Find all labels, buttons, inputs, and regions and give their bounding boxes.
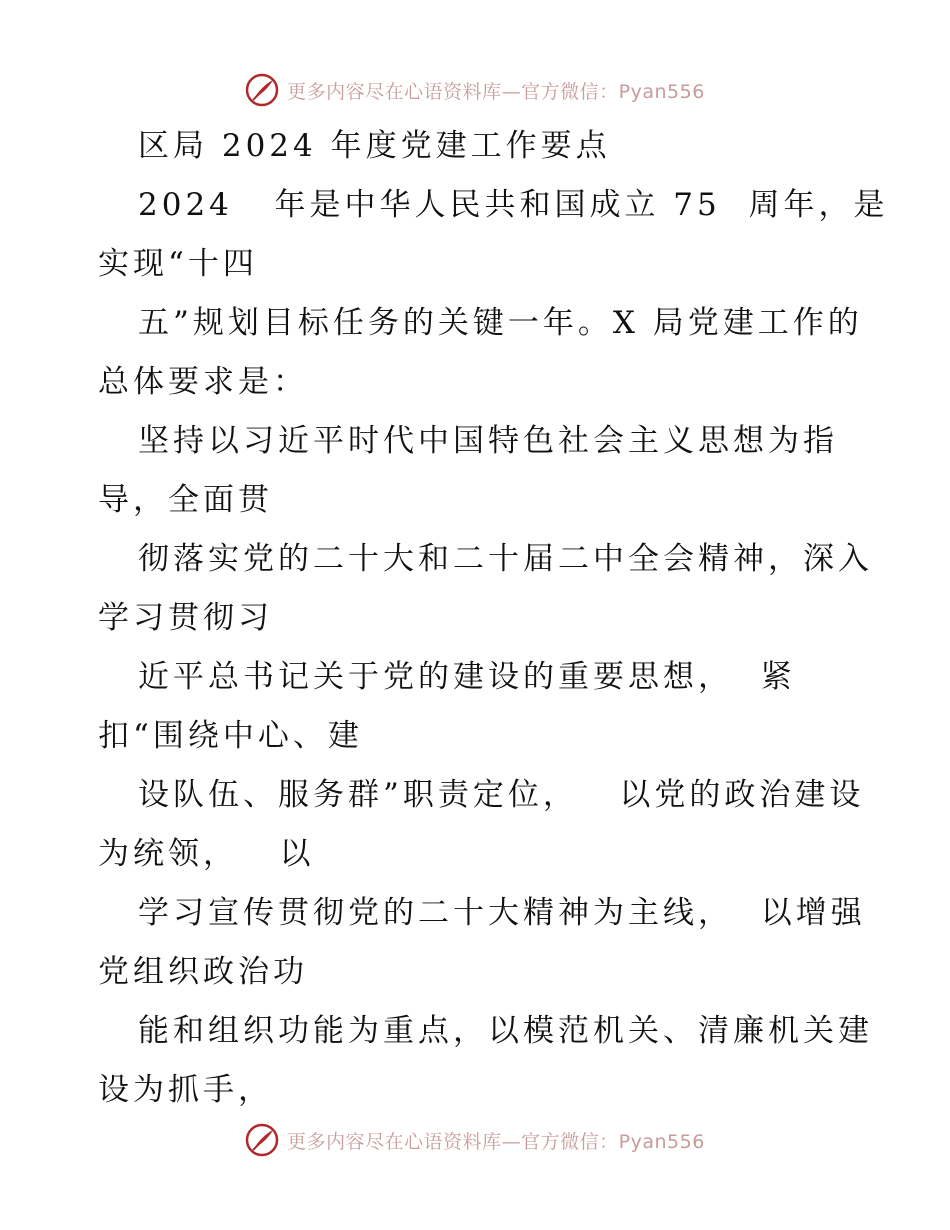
text-line: 近平总书记关于党的建设的重要思想， 紧 [138,659,796,695]
text-line: 坚持以习近平时代中国特色社会主义思想为指 [138,423,838,459]
watermark-text: 更多内容尽在心语资料库—官方微信：Pyan556 [287,80,705,103]
text-line: 党组织政治功 [98,954,308,990]
feather-logo-icon [245,73,279,107]
text-line: 设为抓手， [98,1072,273,1108]
text-line: 实现“十四 [98,246,258,282]
document-title: 区局 2024 年度党建工作要点 [138,128,611,164]
text-line: 2024 年是中华人民共和国成立 75 周年，是 [138,187,889,223]
text-line: 彻落实党的二十大和二十届二中全会精神，深入 [138,541,873,577]
footer-watermark [0,1120,950,1160]
text-line: 能和组织功能为重点，以模范机关、清廉机关建 [138,1013,873,1049]
text-line: 学习贯彻习 [98,600,273,636]
text-line: 为统领， 以 [98,836,315,872]
text-line: 总体要求是： [98,364,308,400]
text-line: 扣“围绕中心、建 [98,718,363,754]
header-watermark [0,70,950,110]
text-line: 设队伍、服务群”职责定位， 以党的政治建设 [138,777,865,813]
text-line: 导，全面贯 [98,482,273,518]
feather-logo-icon [245,1123,279,1157]
text-line: 学习宣传贯彻党的二十大精神为主线， 以增强 [138,895,866,931]
text-line: 五”规划目标任务的关键一年。X 局党建工作的 [138,305,863,341]
watermark-text: 更多内容尽在心语资料库—官方微信：Pyan556 [287,1130,705,1153]
